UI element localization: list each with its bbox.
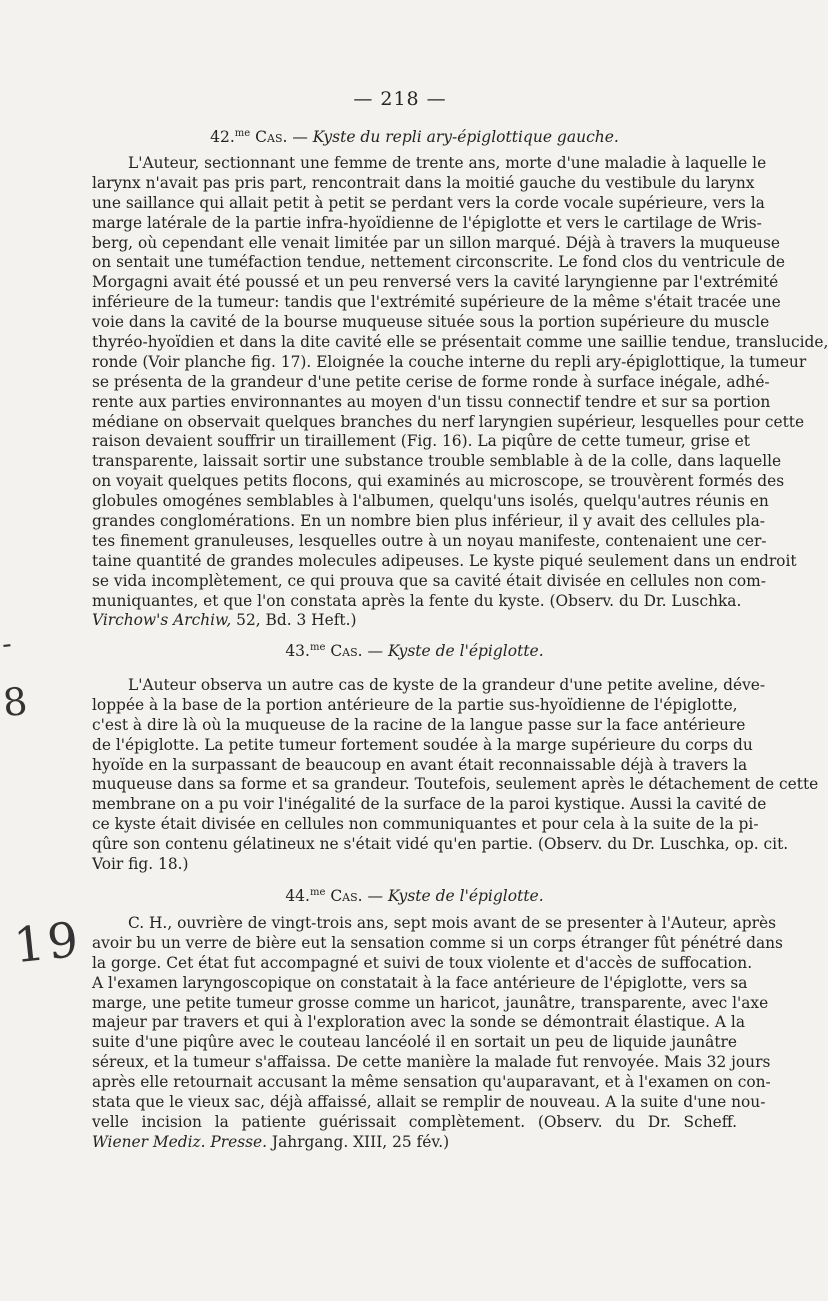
heading-dash: —: [292, 128, 308, 147]
text-line: grandes conglomérations. En un nombre bien plus inférieur, il y avait des cellules pla-: [92, 512, 765, 531]
case-number: 44.$^{me}$: [285, 887, 326, 906]
text-line: ronde (Voir planche fig. 17). Eloignée la couche interne du repli ary-épiglottique, la tumeur: [92, 352, 807, 371]
case-heading: [92, 883, 737, 906]
text-line: séreux, et la tumeur s'affaissa. De cette manière la malade fut renvoyée. Mais 32 jours: [92, 1053, 771, 1072]
reference-detail: 52, Bd. 3 Heft.): [231, 611, 357, 630]
text-line: inférieure de la tumeur: tandis que l'extrémité supérieure de la même s'était tracée une: [92, 293, 781, 312]
text-line: stata que le vieux sac, déjà affaissé, allait se remplir de nouveau. A la suite d'une nou-: [92, 1093, 766, 1112]
text-line: la gorge. Cet état fut accompagné et suivi de toux violente et d'accès de suffocation.: [92, 953, 753, 972]
text-line: velle incision la patiente guérissait complètement. (Observ. du Dr. Scheff.: [92, 1112, 737, 1131]
text-line: L'Auteur observa un autre cas de kyste de la grandeur d'une petite aveline, déve-: [128, 676, 766, 694]
text-line: muniquantes, et que l'on constata après la fente du kyste. (Observ. du Dr. Luschka.: [92, 591, 742, 610]
text-line: hyoïde en la surpassant de beaucoup en avant était reconnaissable déjà à travers la: [92, 755, 748, 774]
text-line: qûre son contenu gélatineux ne s'était vidé qu'en partie. (Observ. du Dr. Luschka, op. cit.: [92, 835, 789, 854]
case-body: [92, 914, 783, 1153]
text-line: larynx n'avait pas pris part, rencontrait dans la moitié gauche du vestibule du larynx: [92, 173, 755, 192]
case-title: Kyste de l'épiglotte.: [387, 887, 544, 906]
case-heading: [92, 638, 737, 661]
case-body: [92, 676, 819, 875]
reference-journal: Wiener Mediz. Presse.: [92, 1132, 268, 1151]
text-line: marge latérale de la partie infra-hyoïdienne de l'épiglotte et vers le cartilage de Wris-: [92, 213, 762, 232]
text-line: berg, où cependant elle venait limitée par un sillon marqué. Déjà à travers la muqueuse: [92, 233, 780, 252]
case-number: 42.$^{me}$: [210, 128, 251, 147]
heading-dash: —: [367, 642, 384, 661]
text-line: médiane on observait quelques branches du nerf laryngien supérieur, lesquelles pour cette: [92, 412, 805, 431]
text-line: suite d'une piqûre avec le couteau lancéolé il en sortait un peu de liquide jaunâtre: [92, 1033, 737, 1052]
margin-note: -: [0, 626, 14, 661]
text-line: majeur par travers et qui à l'exploration avec la sonde se démontrait élastique. A la: [92, 1013, 746, 1032]
text-line: C. H., ouvrière de vingt-trois ans, sept mois avant de se presenter à l'Auteur, après: [128, 914, 777, 932]
text-line: avoir bu un verre de bière eut la sensation comme si un corps étranger fût pénétré dans: [92, 933, 783, 952]
case-title: Kyste de l'épiglotte.: [387, 642, 544, 661]
text-line: Morgagni avait été poussé et un peu renversé vers la cavité laryngienne par l'extrémité: [92, 273, 779, 292]
text-line: transparente, laissait sortir une substance trouble semblable à de la colle, dans laquelle: [92, 452, 782, 471]
case-label: Cas.: [330, 887, 363, 906]
text-line: se vida incomplètement, ce qui prouva que sa cavité était divisée en cellules non com-: [92, 571, 766, 590]
text-line: une saillance qui allait petit à petit se perdant vers la corde vocale supérieure, vers la: [92, 193, 765, 212]
reference-detail: Jahrgang. XIII, 25 fév.): [267, 1132, 450, 1151]
text-line: thyréo-hyoïdien et dans la dite cavité elle se présentait comme une saillie tendue, translucide,: [92, 333, 828, 352]
reference-journal: Virchow's Archiw,: [92, 611, 232, 630]
case-heading: [92, 124, 737, 147]
heading-dash: —: [367, 887, 384, 906]
text-line: Voir fig. 18.): [92, 855, 189, 874]
text-line: marge, une petite tumeur grosse comme un haricot, jaunâtre, transparente, avec l'axe: [92, 993, 769, 1012]
text-line: tes finement granuleuses, lesquelles outre à un noyau manifeste, contenaient une cer-: [92, 531, 767, 550]
case-number: 43.$^{me}$: [285, 642, 326, 661]
page-number: — 218 —: [353, 88, 447, 110]
case-label: Cas.: [255, 128, 288, 147]
text-line: A l'examen laryngoscopique on constatait à la face antérieure de l'épiglotte, vers sa: [92, 973, 748, 992]
margin-note: 19: [11, 911, 84, 975]
text-line: on sentait une tuméfaction tendue, nettement circonscrite. Le fond clos du ventricule de: [92, 253, 785, 272]
text-line: muqueuse dans sa forme et sa grandeur. Toutefois, seulement après le détachement de cette: [92, 775, 819, 794]
text-line: rente aux parties environnantes au moyen d'un tissu connectif tendre et sur sa portion: [92, 392, 771, 411]
text-line: se présenta de la grandeur d'une petite cerise de forme ronde à surface inégale, adhé-: [92, 372, 770, 391]
text-line: ce kyste était divisée en cellules non communiquantes et pour cela à la suite de la pi-: [92, 815, 759, 834]
text-line: globules omogénes semblables à l'albumen, quelqu'uns isolés, quelqu'autres réunis en: [92, 492, 769, 511]
margin-note: 8: [0, 678, 30, 726]
text-line: loppée à la base de la portion antérieure de la partie sus-hyoïdienne de l'épiglotte,: [92, 695, 738, 714]
reference-line: [92, 611, 737, 631]
text-line: taine quantité de grandes molecules adipeuses. Le kyste piqué seulement dans un endroit: [92, 551, 797, 570]
case-body: [92, 154, 828, 631]
case-title: Kyste du repli ary-épiglottique gauche.: [312, 128, 619, 147]
text-line: L'Auteur, sectionnant une femme de trente ans, morte d'une maladie à laquelle le: [128, 154, 767, 172]
text-line: membrane on a pu voir l'inégalité de la surface de la paroi kystique. Aussi la cavité de: [92, 795, 767, 814]
text-line: on voyait quelques petits flocons, qui examinés au microscope, se trouvèrent formés des: [92, 472, 785, 491]
reference-line: [92, 1133, 737, 1153]
text-line: après elle retournait accusant la même sensation qu'auparavant, et à l'examen on con-: [92, 1073, 771, 1092]
text-line: c'est à dire là où la muqueuse de la racine de la langue passe sur la face antérieure: [92, 715, 746, 734]
text-line: raison devaient souffrir un tiraillement (Fig. 16). La piqûre de cette tumeur, grise et: [92, 432, 750, 451]
text-line: voie dans la cavité de la bourse muqueuse située sous la portion supérieure du muscle: [92, 313, 770, 332]
text-line: de l'épiglotte. La petite tumeur fortement soudée à la marge supérieure du corps du: [92, 735, 753, 754]
case-label: Cas.: [330, 642, 363, 661]
